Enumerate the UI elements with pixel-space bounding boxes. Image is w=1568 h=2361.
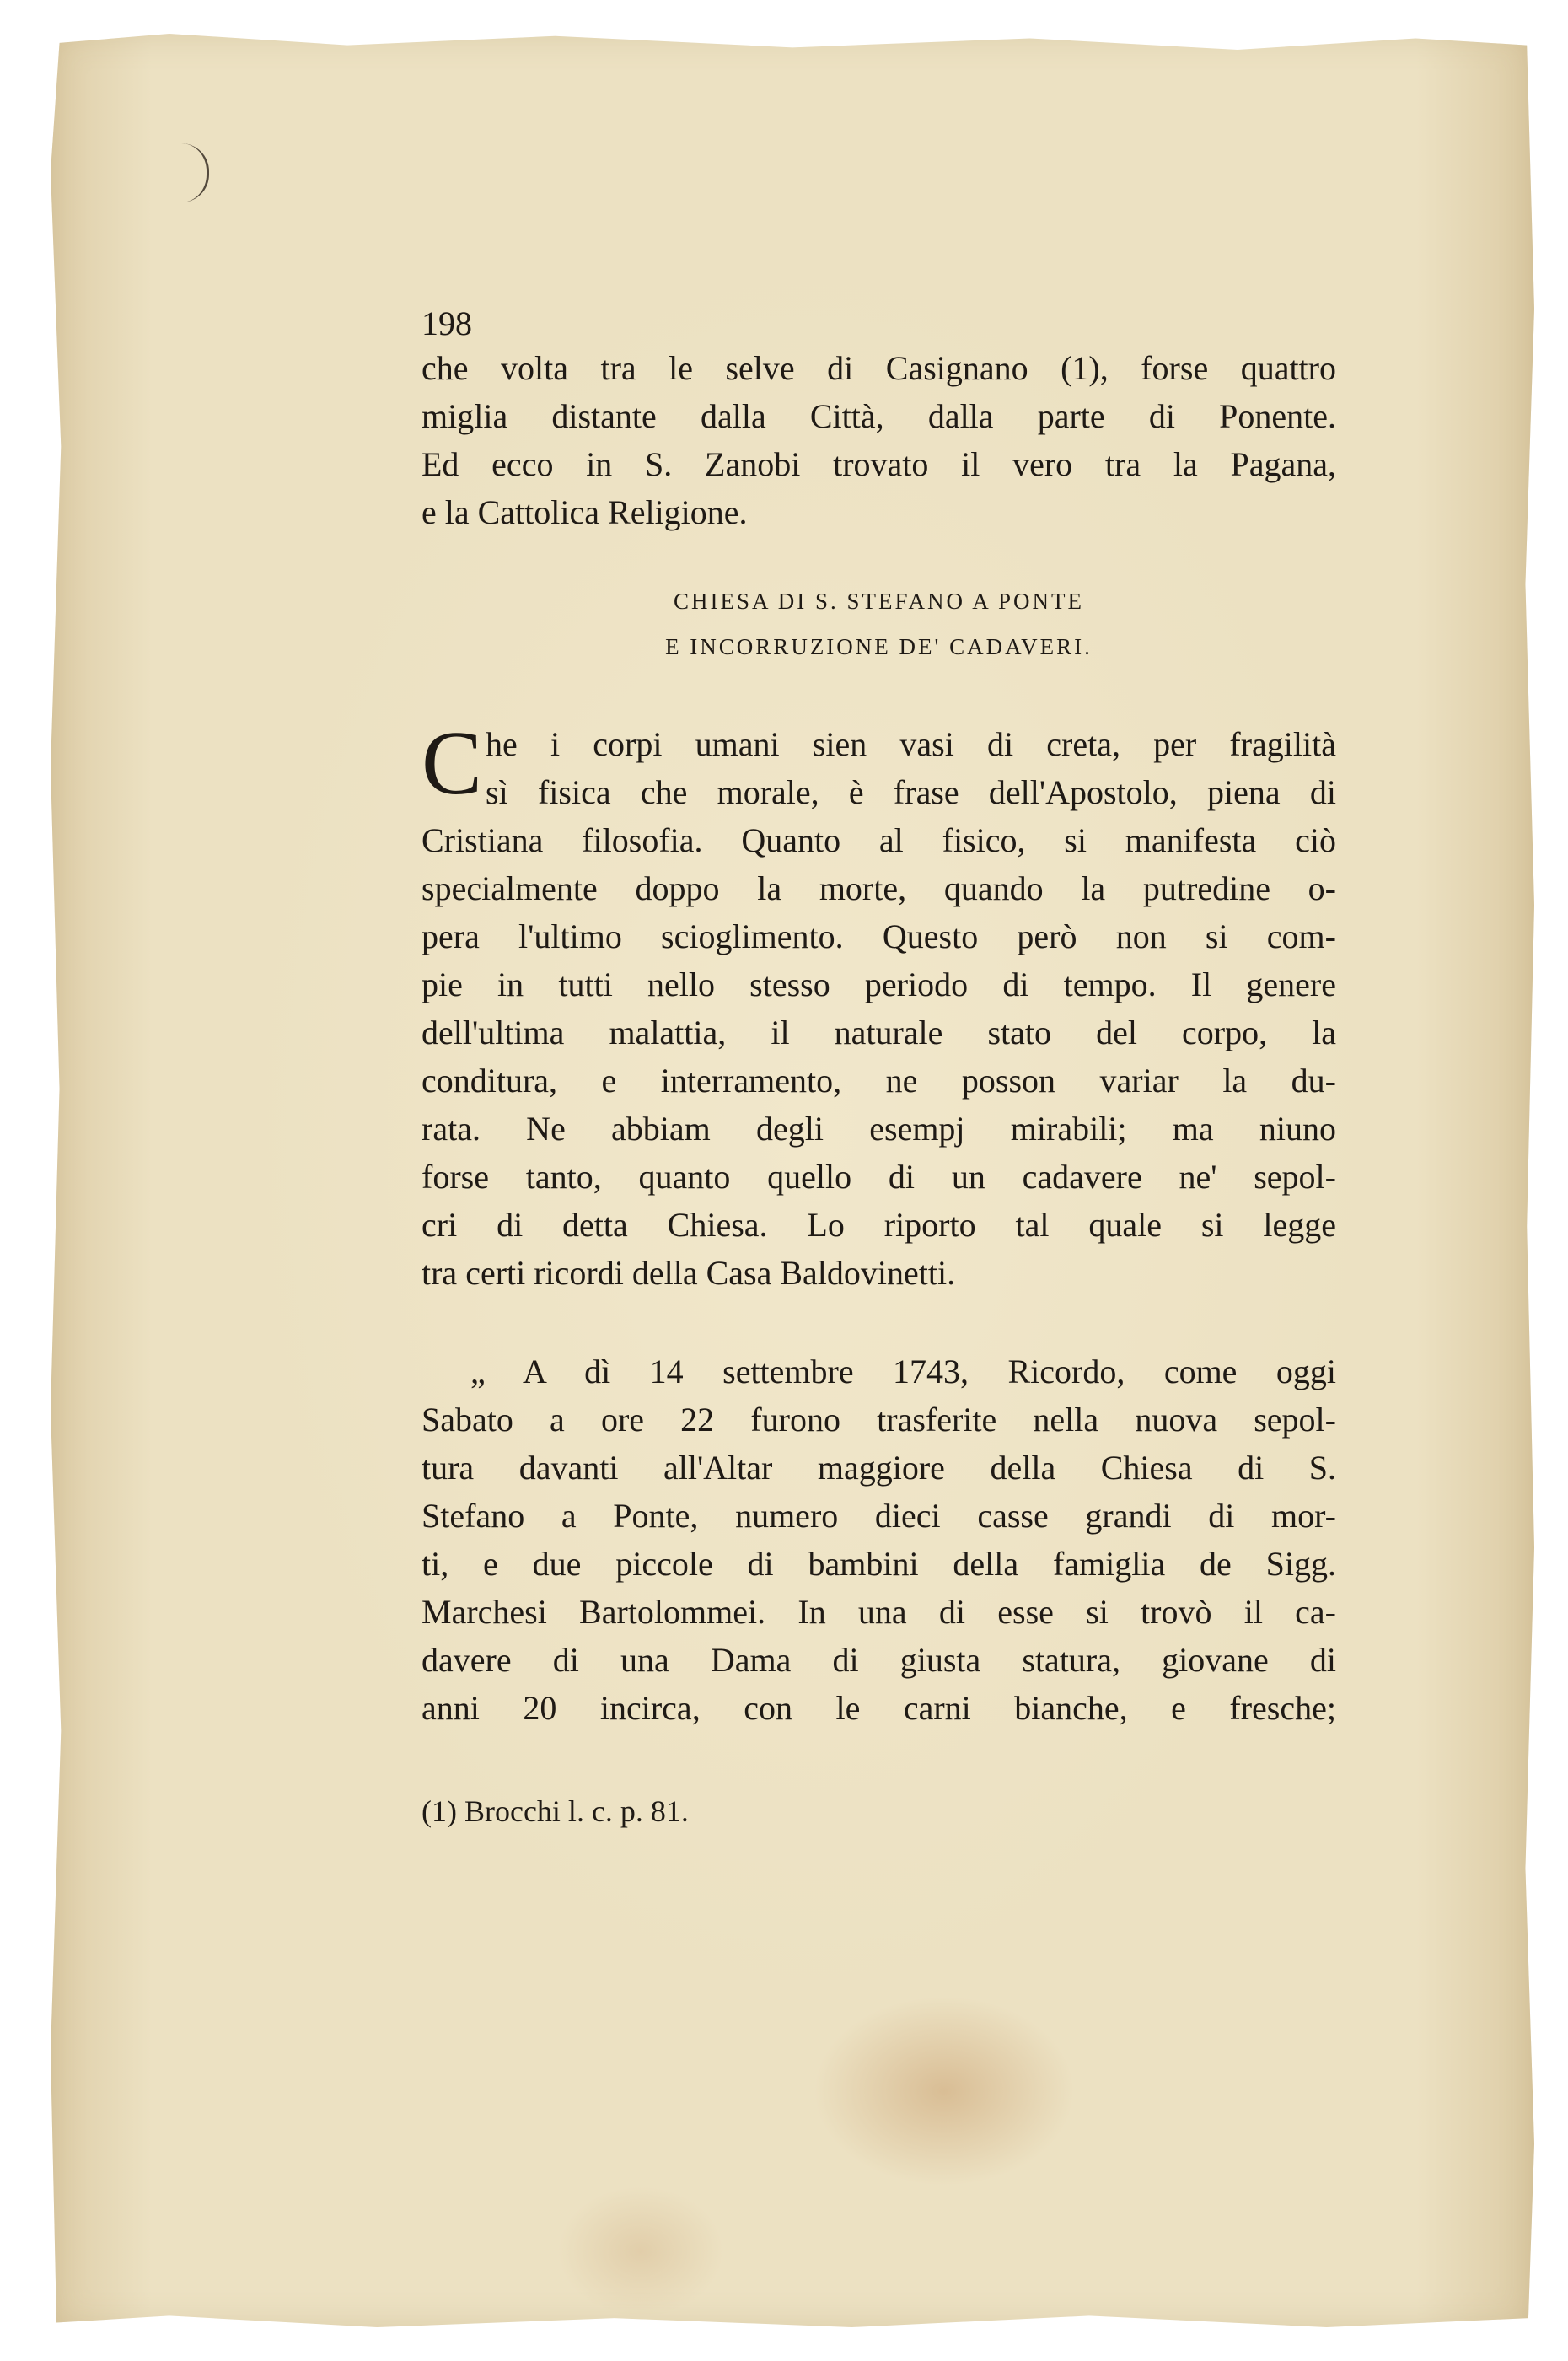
text-line: he i corpi umani sien vasi di creta, per fragilità — [486, 725, 1336, 763]
text-line: Sabato a ore 22 furono trasferite nella nuova sepol- — [422, 1401, 1336, 1439]
text-line: Ed ecco in S. Zanobi trovato il vero tra la Pagana, — [422, 445, 1336, 483]
text-line: Marchesi Bartolommei. In una di esse si trovò il ca- — [422, 1593, 1336, 1631]
heading-line-1: CHIESA DI S. STEFANO A PONTE — [673, 589, 1085, 614]
text-line: e la Cattolica Religione. — [422, 493, 748, 531]
text-line: tura davanti all'Altar maggiore della Chiesa di S. — [422, 1449, 1336, 1487]
paragraph-2 — [422, 1347, 1336, 1732]
text-line: conditura, e interramento, ne posson variar la du- — [422, 1062, 1336, 1100]
text-line: sì fisica che morale, è frase dell'Apostolo, piena di — [486, 773, 1336, 811]
paragraph-1 — [422, 713, 1336, 1297]
text-line: „ A dì 14 settembre 1743, Ricordo, come oggi — [470, 1353, 1336, 1390]
text-line: anni 20 incirca, con le carni bianche, e fresche; — [422, 1689, 1336, 1727]
text-line: ti, e due piccole di bambini della famiglia de Sigg. — [422, 1545, 1336, 1583]
text-line: cri di detta Chiesa. Lo riporto tal quale si legge — [422, 1206, 1336, 1244]
text-line: rata. Ne abbiam degli esempj mirabili; ma niuno — [422, 1110, 1336, 1148]
text-line: pie in tutti nello stesso periodo di tempo. Il genere — [422, 965, 1336, 1003]
text-line: Stefano a Ponte, numero dieci casse grandi di mor- — [422, 1497, 1336, 1535]
text-line: specialmente doppo la morte, quando la putredine o- — [422, 869, 1336, 907]
text-line: miglia distante dalla Città, dalla parte di Ponente. — [422, 397, 1336, 435]
page-number: 198 — [422, 304, 472, 342]
drop-cap: C — [422, 713, 483, 814]
page-text-block — [422, 304, 1336, 1862]
text-line: tra certi ricordi della Casa Baldovinetti. — [422, 1254, 956, 1292]
text-line: pera l'ultimo scioglimento. Questo però non si com- — [422, 917, 1336, 955]
text-line: forse tanto, quanto quello di un cadavere ne' sepol- — [422, 1158, 1336, 1196]
opening-paragraph — [422, 344, 1336, 536]
section-heading — [422, 578, 1336, 670]
heading-line-2: E INCORRUZIONE DE' CADAVERI. — [665, 634, 1093, 659]
text-line: Cristiana filosofia. Quanto al fisico, si manifesta ciò — [422, 821, 1336, 859]
text-line: che volta tra le selve di Casignano (1), forse quattro — [422, 349, 1336, 387]
text-line: davere di una Dama di giusta statura, giovane di — [422, 1641, 1336, 1679]
text-line: dell'ultima malattia, il naturale stato del corpo, la — [422, 1014, 1336, 1051]
footnote: (1) Brocchi l. c. p. 81. — [422, 1794, 689, 1828]
